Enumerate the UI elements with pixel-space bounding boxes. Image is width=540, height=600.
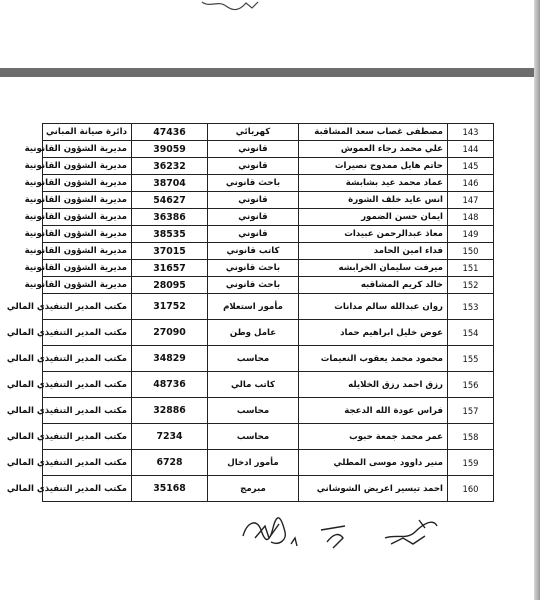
- table-row: [43, 320, 494, 346]
- department: مكتب المدير التنفيذي المالي: [43, 398, 132, 424]
- job-title: باحث قانوني: [208, 260, 299, 277]
- row-number: 152: [448, 277, 494, 294]
- job-title: باحث قانوني: [208, 277, 299, 294]
- table-row: [43, 226, 494, 243]
- row-number: 147: [448, 192, 494, 209]
- department: مكتب المدير التنفيذي المالي: [43, 450, 132, 476]
- employee-name: عمر محمد جمعة حبوب: [299, 424, 448, 450]
- employee-name: عماد محمد عيد بشابشة: [299, 175, 448, 192]
- department: مكتب المدير التنفيذي المالي: [43, 372, 132, 398]
- job-title: قانوني: [208, 209, 299, 226]
- department: مديرية الشؤون القانونية: [43, 192, 132, 209]
- row-number: 156: [448, 372, 494, 398]
- row-number: 151: [448, 260, 494, 277]
- table-row: [43, 346, 494, 372]
- signature-right-icon: [385, 520, 437, 544]
- department: مديرية الشؤون القانونية: [43, 226, 132, 243]
- row-number: 155: [448, 346, 494, 372]
- employee-name: فداء امين الحامد: [299, 243, 448, 260]
- signature-fragment-icon: [200, 0, 260, 12]
- row-number: 149: [448, 226, 494, 243]
- job-title: كهربائي: [208, 124, 299, 141]
- signature-left-icon: [243, 518, 297, 546]
- row-number: 148: [448, 209, 494, 226]
- row-number: 150: [448, 243, 494, 260]
- employee-id: 28095: [132, 277, 208, 294]
- job-title: قانوني: [208, 226, 299, 243]
- employee-name: حاتم هايل ممدوح نصيرات: [299, 158, 448, 175]
- employee-id: 7234: [132, 424, 208, 450]
- job-title: كاتب قانوني: [208, 243, 299, 260]
- employee-id: 6728: [132, 450, 208, 476]
- row-number: 144: [448, 141, 494, 158]
- employee-id: 37015: [132, 243, 208, 260]
- table-row: [43, 158, 494, 175]
- employee-name: خالد كريم المشاقبه: [299, 277, 448, 294]
- page-divider: [0, 68, 540, 77]
- job-title: مأمور ادخال: [208, 450, 299, 476]
- employee-id: 48736: [132, 372, 208, 398]
- table-row: [43, 141, 494, 158]
- table-row: [43, 260, 494, 277]
- employee-name: ايمان حسن الضمور: [299, 209, 448, 226]
- job-title: عامل وطن: [208, 320, 299, 346]
- row-number: 160: [448, 476, 494, 502]
- employee-id: 31657: [132, 260, 208, 277]
- row-number: 158: [448, 424, 494, 450]
- employee-id: 31752: [132, 294, 208, 320]
- employee-name: مصطفى غصاب سعد المشاقبة: [299, 124, 448, 141]
- employee-id: 38535: [132, 226, 208, 243]
- table-row: [43, 398, 494, 424]
- table-row: [43, 277, 494, 294]
- job-title: كاتب مالي: [208, 372, 299, 398]
- table-row: [43, 124, 494, 141]
- employee-id: 54627: [132, 192, 208, 209]
- job-title: قانوني: [208, 192, 299, 209]
- department: دائرة صيانة المباني: [43, 124, 132, 141]
- table-row: [43, 294, 494, 320]
- employee-table: [6, 123, 494, 502]
- department: مكتب المدير التنفيذي المالي: [43, 476, 132, 502]
- previous-page-strip: [0, 0, 540, 68]
- department: مكتب المدير التنفيذي المالي: [43, 294, 132, 320]
- employee-name: معاذ عبدالرحمن عبيدات: [299, 226, 448, 243]
- table-row: [43, 209, 494, 226]
- table-row: [43, 192, 494, 209]
- job-title: قانوني: [208, 158, 299, 175]
- employee-id: 34829: [132, 346, 208, 372]
- department: مكتب المدير التنفيذي المالي: [43, 320, 132, 346]
- job-title: محاسب: [208, 424, 299, 450]
- employee-name: فراس عودة الله الدعجة: [299, 398, 448, 424]
- row-number: 145: [448, 158, 494, 175]
- table-row: [43, 450, 494, 476]
- table-row: [43, 372, 494, 398]
- job-title: باحث قانوني: [208, 175, 299, 192]
- department: مديرية الشؤون القانونية: [43, 158, 132, 175]
- employee-id: 27090: [132, 320, 208, 346]
- employee-id: 38704: [132, 175, 208, 192]
- row-number: 146: [448, 175, 494, 192]
- department: مديرية الشؤون القانونية: [43, 141, 132, 158]
- signatures: [235, 508, 445, 558]
- employee-name: احمد تيسير اعريض الشوشاني: [299, 476, 448, 502]
- signature-middle-icon: [321, 526, 345, 548]
- department: مكتب المدير التنفيذي المالي: [43, 346, 132, 372]
- employee-name: روان عبدالله سالم مدانات: [299, 294, 448, 320]
- table-row: [43, 424, 494, 450]
- employee-name: رزق احمد رزق الخلايله: [299, 372, 448, 398]
- department: مديرية الشؤون القانونية: [43, 209, 132, 226]
- department: مديرية الشؤون القانونية: [43, 175, 132, 192]
- employee-name: انس عايد خلف الشورة: [299, 192, 448, 209]
- employee-id: 36386: [132, 209, 208, 226]
- department: مديرية الشؤون القانونية: [43, 243, 132, 260]
- employee-id: 47436: [132, 124, 208, 141]
- employee-id: 36232: [132, 158, 208, 175]
- table-row: [43, 175, 494, 192]
- scan-edge: [534, 0, 540, 600]
- job-title: محاسب: [208, 346, 299, 372]
- employee-name: محمود محمد يعقوب النعيمات: [299, 346, 448, 372]
- row-number: 157: [448, 398, 494, 424]
- job-title: مبرمج: [208, 476, 299, 502]
- employee-id: 35168: [132, 476, 208, 502]
- job-title: قانوني: [208, 141, 299, 158]
- row-number: 153: [448, 294, 494, 320]
- table-row: [43, 476, 494, 502]
- job-title: مأمور استعلام: [208, 294, 299, 320]
- department: مديرية الشؤون القانونية: [43, 277, 132, 294]
- employee-name: ميرفت سليمان الخرابشه: [299, 260, 448, 277]
- employee-id: 39059: [132, 141, 208, 158]
- employee-name: علي محمد رجاء العموش: [299, 141, 448, 158]
- department: مديرية الشؤون القانونية: [43, 260, 132, 277]
- row-number: 154: [448, 320, 494, 346]
- employee-name: عوض خليل ابراهيم حماد: [299, 320, 448, 346]
- department: مكتب المدير التنفيذي المالي: [43, 424, 132, 450]
- employee-name: منير داوود موسى المطلي: [299, 450, 448, 476]
- table-row: [43, 243, 494, 260]
- employee-id: 32886: [132, 398, 208, 424]
- job-title: محاسب: [208, 398, 299, 424]
- row-number: 143: [448, 124, 494, 141]
- row-number: 159: [448, 450, 494, 476]
